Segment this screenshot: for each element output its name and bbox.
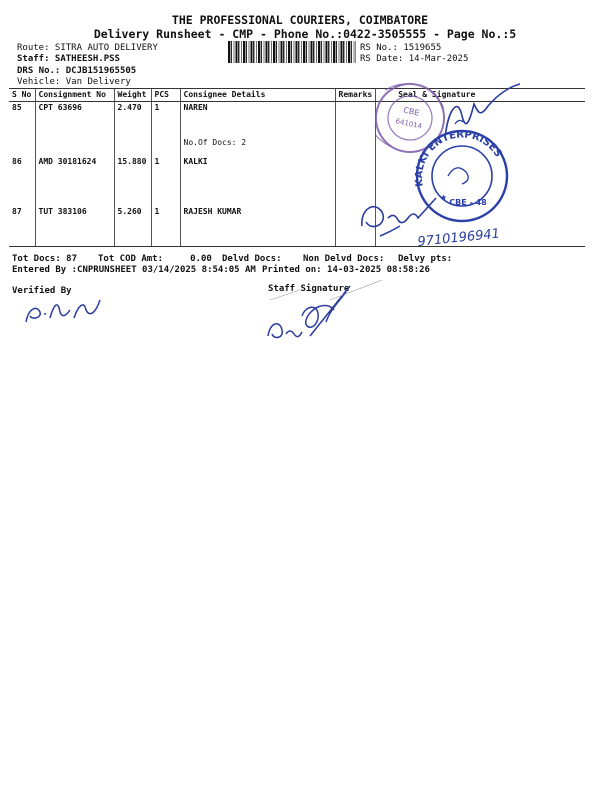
star-icon: ★ [440,193,448,202]
cell-weight: 15.880 [114,156,151,206]
staff-label: Staff: SATHEESH.PSS [17,54,120,64]
cell-weight: 2.470 [114,102,151,157]
staff-signature-scribble [268,286,350,337]
drs-number: DRS No.: DCJB151965505 [17,66,137,76]
vehicle-label: Vehicle: Van Delivery [17,77,131,87]
staff-signature-label: Staff Signature [268,284,350,294]
col-header-sno: S No [9,89,35,102]
stamp-cbe-text: CBE [402,105,421,118]
entered-by: Entered By :CNPRUNSHEET 03/14/2025 8:54:05 AM [12,265,256,275]
route-label: Route: SITRA AUTO DELIVERY [17,43,158,53]
col-header-weight: Weight [114,89,151,102]
col-header-consignee: Consignee Details [180,89,335,102]
delivered-docs: Delvd Docs: [222,254,282,264]
docs-count-note: No.Of Docs: 2 [183,138,247,147]
cell-weight: 5.260 [114,206,151,247]
signature-row87 [362,198,436,236]
printed-on: Printed on: 14-03-2025 08:58:26 [262,265,430,275]
cell-consignment: TUT 383106 [35,206,114,247]
rs-date: RS Date: 14-Mar-2025 [360,54,469,64]
cell-sno: 86 [12,157,22,166]
cell-pcs: 1 [151,156,180,206]
non-delivered-docs: Non Delvd Docs: [303,254,385,264]
col-header-consignment: Consignment No [35,89,114,102]
delivery-points: Delvy pts: [398,254,453,264]
stamp-kalki-name: KALKI ENTERPRISES [413,129,504,188]
rs-number: RS No.: 1519655 [360,43,442,53]
consignee-name: NAREN [183,103,208,112]
cell-pcs: 1 [151,102,180,157]
col-header-pcs: PCS [151,89,180,102]
cell-pcs: 1 [151,206,180,247]
col-header-seal-signature: Seal & Signature [376,89,585,102]
handwritten-phone: 9710196941 [416,226,501,250]
cell-consignment: AMD 30181624 [35,156,114,206]
verified-by-signature [26,300,100,322]
cell-consignee: KALKI [180,156,335,206]
stamp-number-text: 641014 [394,117,423,131]
svg-text:KALKI ENTERPRISES [414,129,504,187]
stamp-kalki-code: CBE - 48 [449,198,487,207]
company-title: THE PROFESSIONAL COURIERS, COIMBATORE [171,13,429,27]
total-cod-amount: Tot COD Amt: 0.00 [98,254,212,264]
cell-consignee: RAJESH KUMAR [180,206,335,247]
total-docs: Tot Docs: 87 [12,254,78,264]
col-header-remarks: Remarks [335,89,376,102]
verified-by-label: Verified By [12,286,72,296]
cell-sno: 87 [9,206,35,247]
cell-consignment: CPT 63696 [35,102,114,157]
cell-sno: 85 [12,103,22,112]
runsheet-subtitle: Delivery Runsheet - CMP - Phone No.:0422-3505555 - Page No.:5 [93,27,517,41]
